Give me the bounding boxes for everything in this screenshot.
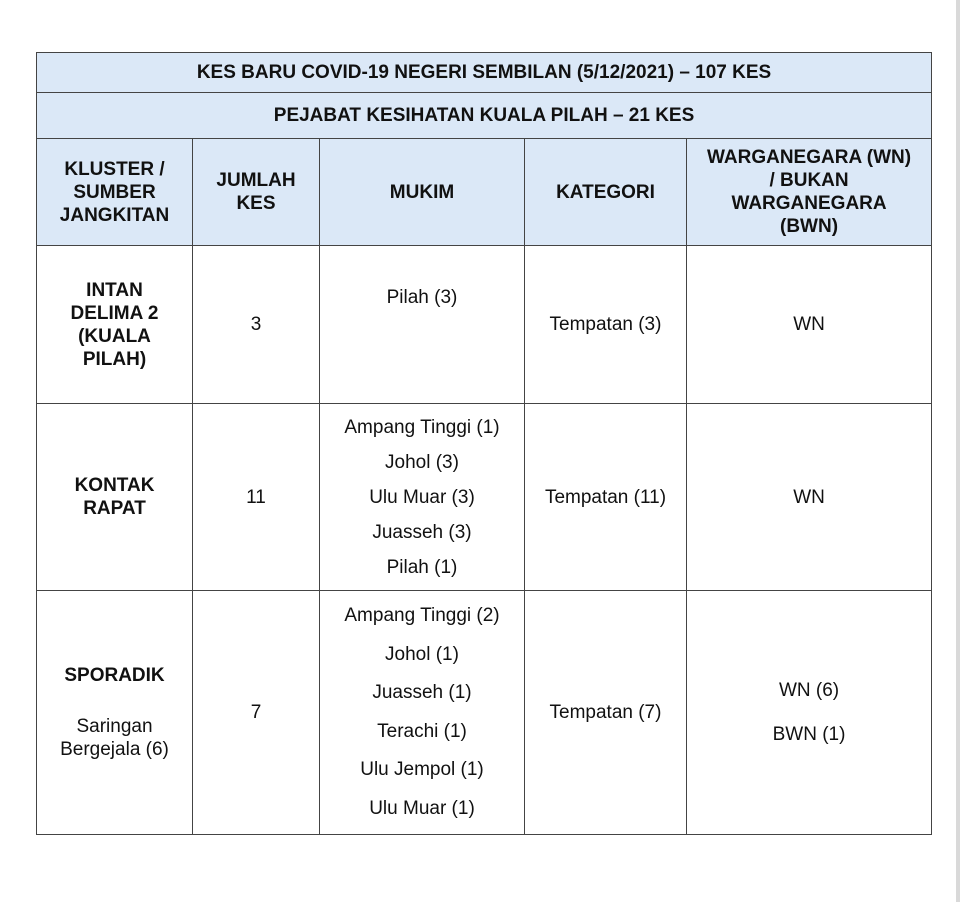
header-kluster (37, 139, 193, 246)
header-kluster-line: KLUSTER / (64, 158, 165, 180)
header-warganegara-line: WARGANEGARA (731, 193, 887, 214)
table-row (37, 591, 932, 835)
mukim-item: Terachi (1) (377, 720, 467, 742)
mukim-item: Ampang Tinggi (1) (344, 416, 500, 438)
jumlah-cell: 3 (193, 246, 320, 404)
header-warganegara-line: / BUKAN (769, 170, 849, 191)
kluster-line: SPORADIK (64, 665, 165, 686)
kluster-line: (KUALA (78, 325, 151, 347)
kluster-spacer (41, 687, 188, 715)
header-kluster-line: JANGKITAN (59, 204, 170, 226)
jumlah-cell: 11 (193, 404, 320, 591)
kluster-cell (37, 404, 193, 591)
kategori-cell: Tempatan (11) (525, 404, 687, 591)
table-row (37, 246, 932, 404)
table-subtitle: PEJABAT KESIHATAN KUALA PILAH – 21 KES (37, 93, 932, 139)
kluster-note-line: Saringan (76, 716, 153, 737)
warganegara-cell (687, 591, 932, 835)
mukim-item: Juasseh (1) (372, 682, 472, 703)
mukim-item: Johol (3) (385, 451, 459, 473)
kategori-cell: Tempatan (3) (525, 246, 687, 404)
kluster-line: PILAH) (82, 348, 147, 370)
mukim-cell (320, 591, 525, 835)
mukim-item: Ulu Muar (3) (369, 486, 475, 508)
warganegara-item: WN (6) (778, 679, 840, 701)
mukim-cell (320, 246, 525, 404)
header-jumlah-line: JUMLAH (216, 170, 296, 191)
covid-cases-table (36, 52, 932, 835)
subtitle-row (37, 93, 932, 139)
kategori-cell: Tempatan (7) (525, 591, 687, 835)
header-warganegara-line: WARGANEGARA (WN) (707, 147, 912, 168)
kluster-line: KONTAK (74, 475, 155, 496)
kluster-cell (37, 591, 193, 835)
header-row (37, 139, 932, 246)
table-row (37, 404, 932, 591)
mukim-item: Ulu Jempol (1) (360, 759, 484, 780)
warganegara-item: BWN (1) (772, 723, 846, 745)
header-kategori: KATEGORI (525, 139, 687, 246)
mukim-item: Pilah (1) (386, 556, 458, 578)
mukim-item: Johol (1) (385, 643, 459, 665)
mukim-item: Ulu Muar (1) (369, 797, 475, 819)
header-jumlah (193, 139, 320, 246)
header-warganegara-line: (BWN) (780, 216, 839, 237)
header-mukim: MUKIM (320, 139, 525, 246)
kluster-line: DELIMA 2 (70, 302, 159, 324)
mukim-cell (320, 404, 525, 591)
table-title: KES BARU COVID-19 NEGERI SEMBILAN (5/12/2021) – 107 KES (37, 53, 932, 93)
mukim-item: Ampang Tinggi (2) (344, 605, 500, 626)
mukim-item: Pilah (3) (386, 287, 458, 308)
warganegara-cell: WN (687, 404, 932, 591)
title-row (37, 53, 932, 93)
page-edge (956, 0, 960, 902)
kluster-cell (37, 246, 193, 404)
kluster-note-line: Bergejala (6) (60, 739, 169, 760)
header-warganegara (687, 139, 932, 246)
warganegara-cell: WN (687, 246, 932, 404)
kluster-line: INTAN (86, 279, 143, 301)
kluster-line: RAPAT (83, 498, 146, 519)
header-kluster-line: SUMBER (73, 181, 156, 203)
mukim-item: Juasseh (3) (372, 521, 472, 543)
jumlah-cell: 7 (193, 591, 320, 835)
header-jumlah-line: KES (236, 193, 276, 214)
